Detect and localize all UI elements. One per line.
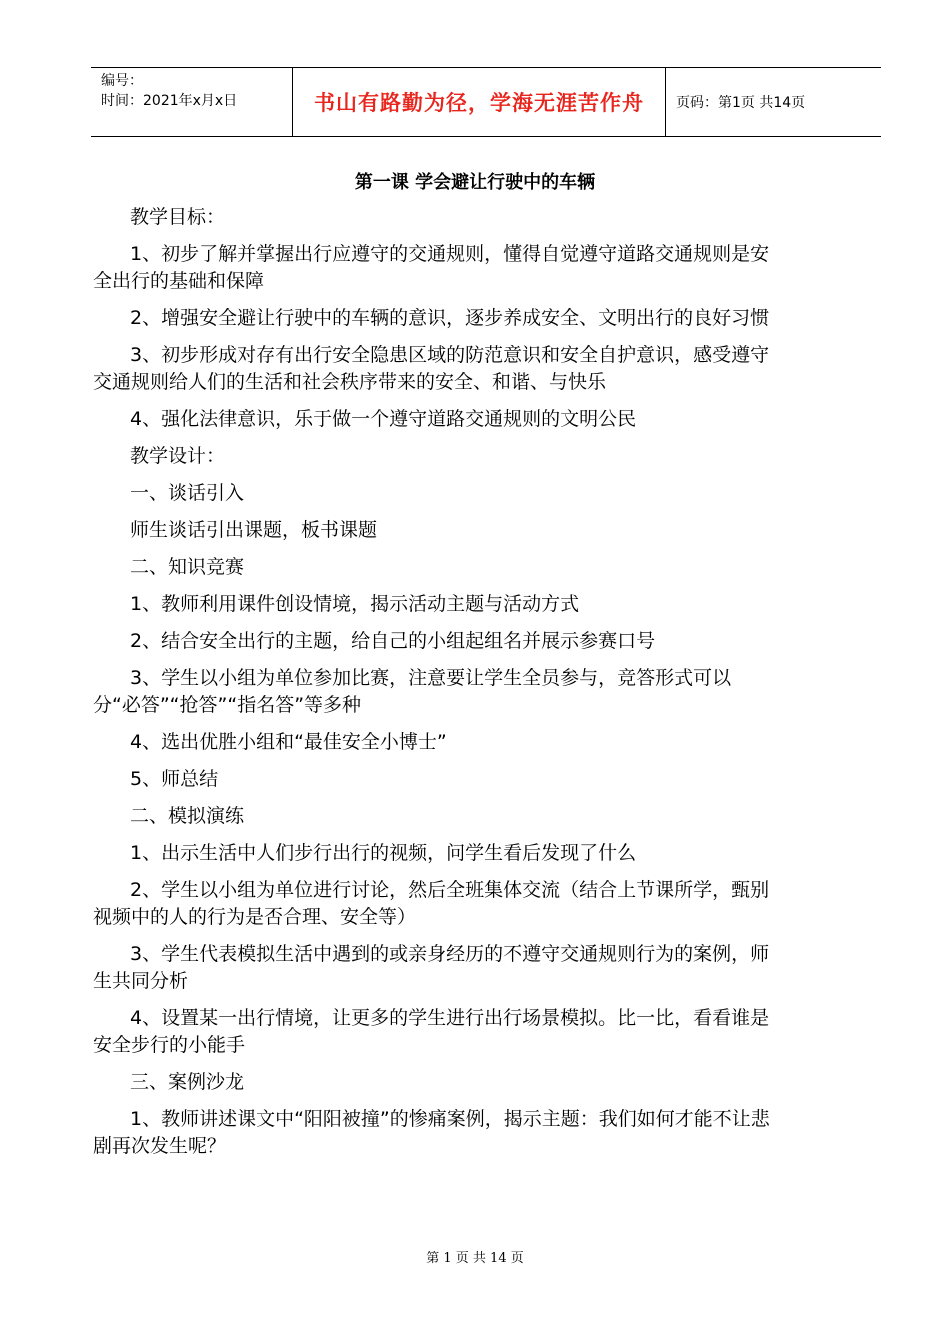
- motto: 书山有路勤为径，学海无涯苦作舟: [293, 68, 666, 136]
- paragraph: 1、初步了解并掌握出行应遵守的交通规则，懂得自觉遵守道路交通规则是安全出行的基础和保障: [93, 243, 770, 292]
- number-label: 编号：: [101, 73, 143, 89]
- paragraph: 3、学生代表模拟生活中遇到的或亲身经历的不遵守交通规则行为的案例，师生共同分析: [93, 943, 770, 992]
- paragraph: 2、增强安全避让行驶中的车辆的意识，逐步养成安全、文明出行的良好习惯: [130, 307, 770, 329]
- paragraph: 二、模拟演练: [130, 805, 245, 827]
- paragraph: 2、学生以小组为单位进行讨论，然后全班集体交流（结合上节课所学，甄别视频中的人的行为是否合理、安全等）: [93, 879, 770, 928]
- paragraph: 3、初步形成对存有出行安全隐患区域的防范意识和安全自护意识，感受遵守交通规则给人们的生活和社会秩序带来的安全、和谐、与快乐: [93, 344, 770, 393]
- page-footer: 第 1 页 共 14 页: [426, 1251, 524, 1266]
- paragraph: 教学设计：: [130, 445, 226, 467]
- paragraph: 2、结合安全出行的主题，给自己的小组起组名并展示参赛口号: [130, 630, 656, 652]
- paragraph: 教学目标：: [130, 206, 226, 228]
- paragraph: 4、强化法律意识，乐于做一个遵守道路交通规则的文明公民: [130, 408, 637, 430]
- paragraph: 三、案例沙龙: [130, 1071, 245, 1093]
- page-info: 页码：第1页 共14页: [676, 95, 806, 111]
- header-info: [91, 68, 293, 136]
- paragraph: 4、设置某一出行情境，让更多的学生进行出行场景模拟。比一比，看看谁是安全步行的小能手: [93, 1007, 770, 1056]
- page-header: [91, 67, 881, 137]
- paragraph: 1、教师讲述课文中“阳阳被撞”的惨痛案例，揭示主题：我们如何才能不让悲剧再次发生呢？: [93, 1108, 770, 1157]
- paragraph: 1、出示生活中人们步行出行的视频，问学生看后发现了什么: [130, 842, 637, 864]
- paragraph: 一、谈话引入: [130, 482, 245, 504]
- document-body: [93, 204, 773, 1170]
- paragraph: 1、教师利用课件创设情境，揭示活动主题与活动方式: [130, 593, 580, 615]
- time-label: 时间：2021年x月x日: [101, 93, 238, 109]
- paragraph: 5、师总结: [130, 768, 219, 790]
- paragraph: 师生谈话引出课题，板书课题: [130, 519, 378, 541]
- paragraph: 二、知识竞赛: [130, 556, 245, 578]
- paragraph: 4、选出优胜小组和“最佳安全小博士”: [130, 731, 447, 753]
- paragraph: 3、学生以小组为单位参加比赛，注意要让学生全员参与，竞答形式可以分“必答”“抢答”“指名答”等多种: [93, 667, 732, 716]
- document-title: 第一课 学会避让行驶中的车辆: [354, 172, 596, 193]
